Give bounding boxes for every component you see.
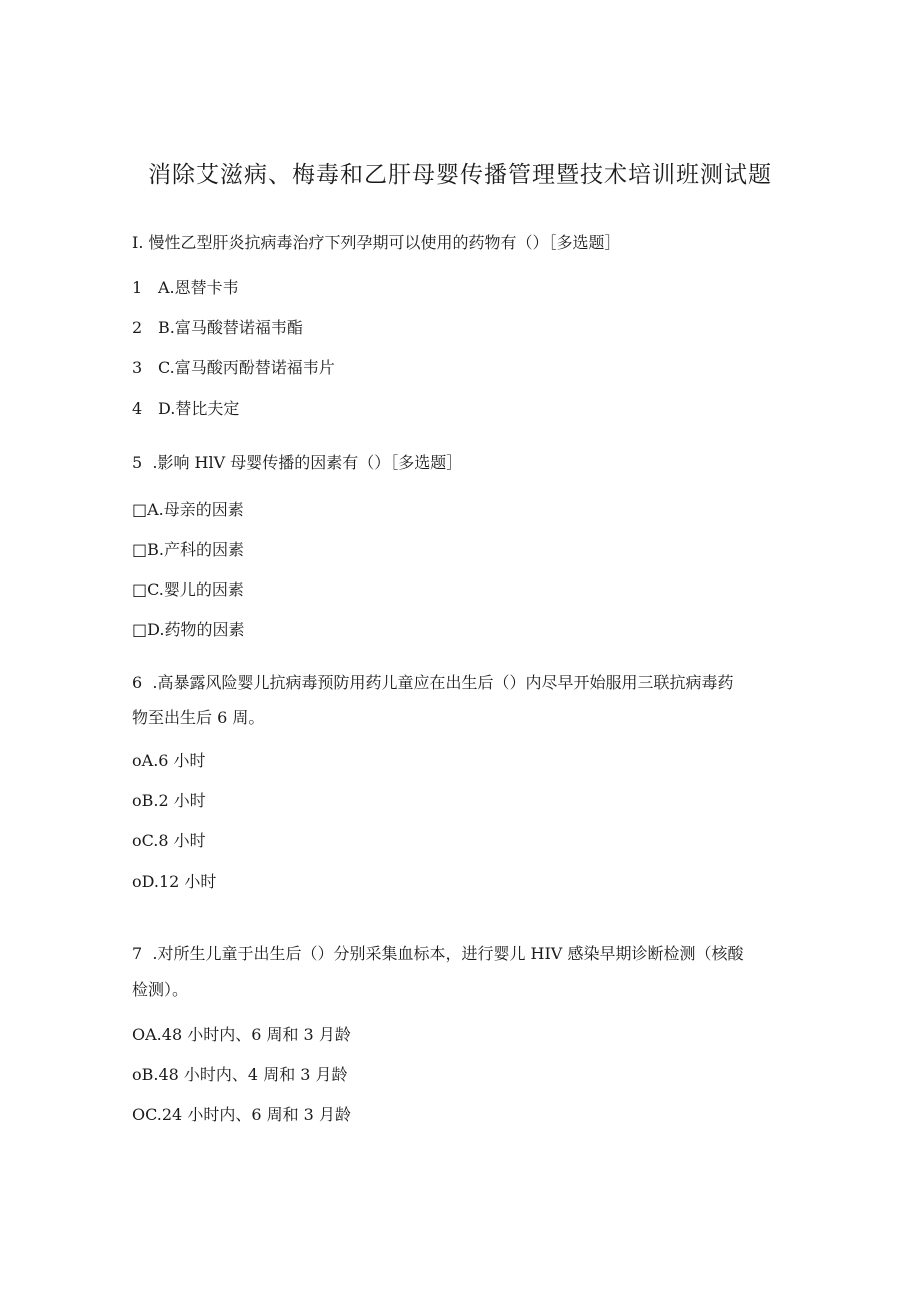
option-number: 3 bbox=[132, 358, 143, 377]
question-5-option-a: □A.母亲的因素 bbox=[132, 500, 244, 519]
question-6-option-a: oA.6 小时 bbox=[132, 751, 206, 770]
question-1: I. 慢性乙型肝炎抗病毒治疗下列孕期可以使用的药物有（）［多选题］ bbox=[132, 233, 621, 252]
option-number: 2 bbox=[132, 318, 143, 337]
question-6-option-c: oC.8 小时 bbox=[132, 831, 206, 850]
question-5-option-b: □B.产科的因素 bbox=[132, 540, 244, 559]
question-5: 5 .影响 HlV 母婴传播的因素有（）［多选题］ bbox=[132, 453, 463, 472]
question-7-line-2: 检测）。 bbox=[132, 980, 189, 999]
option-number: 4 bbox=[132, 399, 143, 418]
question-1-option-c bbox=[132, 358, 335, 378]
question-7-option-b: oB.48 小时内、4 周和 3 月龄 bbox=[132, 1065, 348, 1084]
question-1-option-a bbox=[132, 278, 239, 298]
option-text: B.富马酸替诺福韦酯 bbox=[158, 318, 303, 337]
option-number: 1 bbox=[132, 278, 143, 297]
option-text: C.富马酸丙酚替诺福韦片 bbox=[158, 358, 335, 377]
question-5-option-d: □D.药物的因素 bbox=[132, 620, 245, 639]
question-7-option-c: OC.24 小时内、6 周和 3 月龄 bbox=[132, 1105, 351, 1124]
question-6-line-1: 6 .高暴露风险婴儿抗病毒预防用药儿童应在出生后（）内尽早开始服用三联抗病毒药 bbox=[132, 673, 734, 692]
question-1-option-b bbox=[132, 318, 303, 338]
option-text: D.替比夫定 bbox=[158, 399, 240, 418]
question-7-line-1: 7 .对所生儿童于出生后（）分别采集血标本，进行婴儿 HIV 感染早期诊断检测（核酸 bbox=[132, 944, 744, 963]
question-7-option-a: OA.48 小时内、6 周和 3 月龄 bbox=[132, 1025, 351, 1044]
question-6-line-2: 物至出生后 6 周。 bbox=[132, 708, 265, 727]
question-1-option-d bbox=[132, 399, 239, 419]
question-5-option-c: □C.婴儿的因素 bbox=[132, 580, 244, 599]
question-6-option-d: oD.12 小时 bbox=[132, 872, 217, 891]
page-title: 消除艾滋病、梅毒和乙肝母婴传播管理暨技术培训班测试题 bbox=[148, 162, 772, 188]
question-6-option-b: oB.2 小时 bbox=[132, 791, 206, 810]
option-text: A.恩替卡韦 bbox=[158, 278, 239, 297]
